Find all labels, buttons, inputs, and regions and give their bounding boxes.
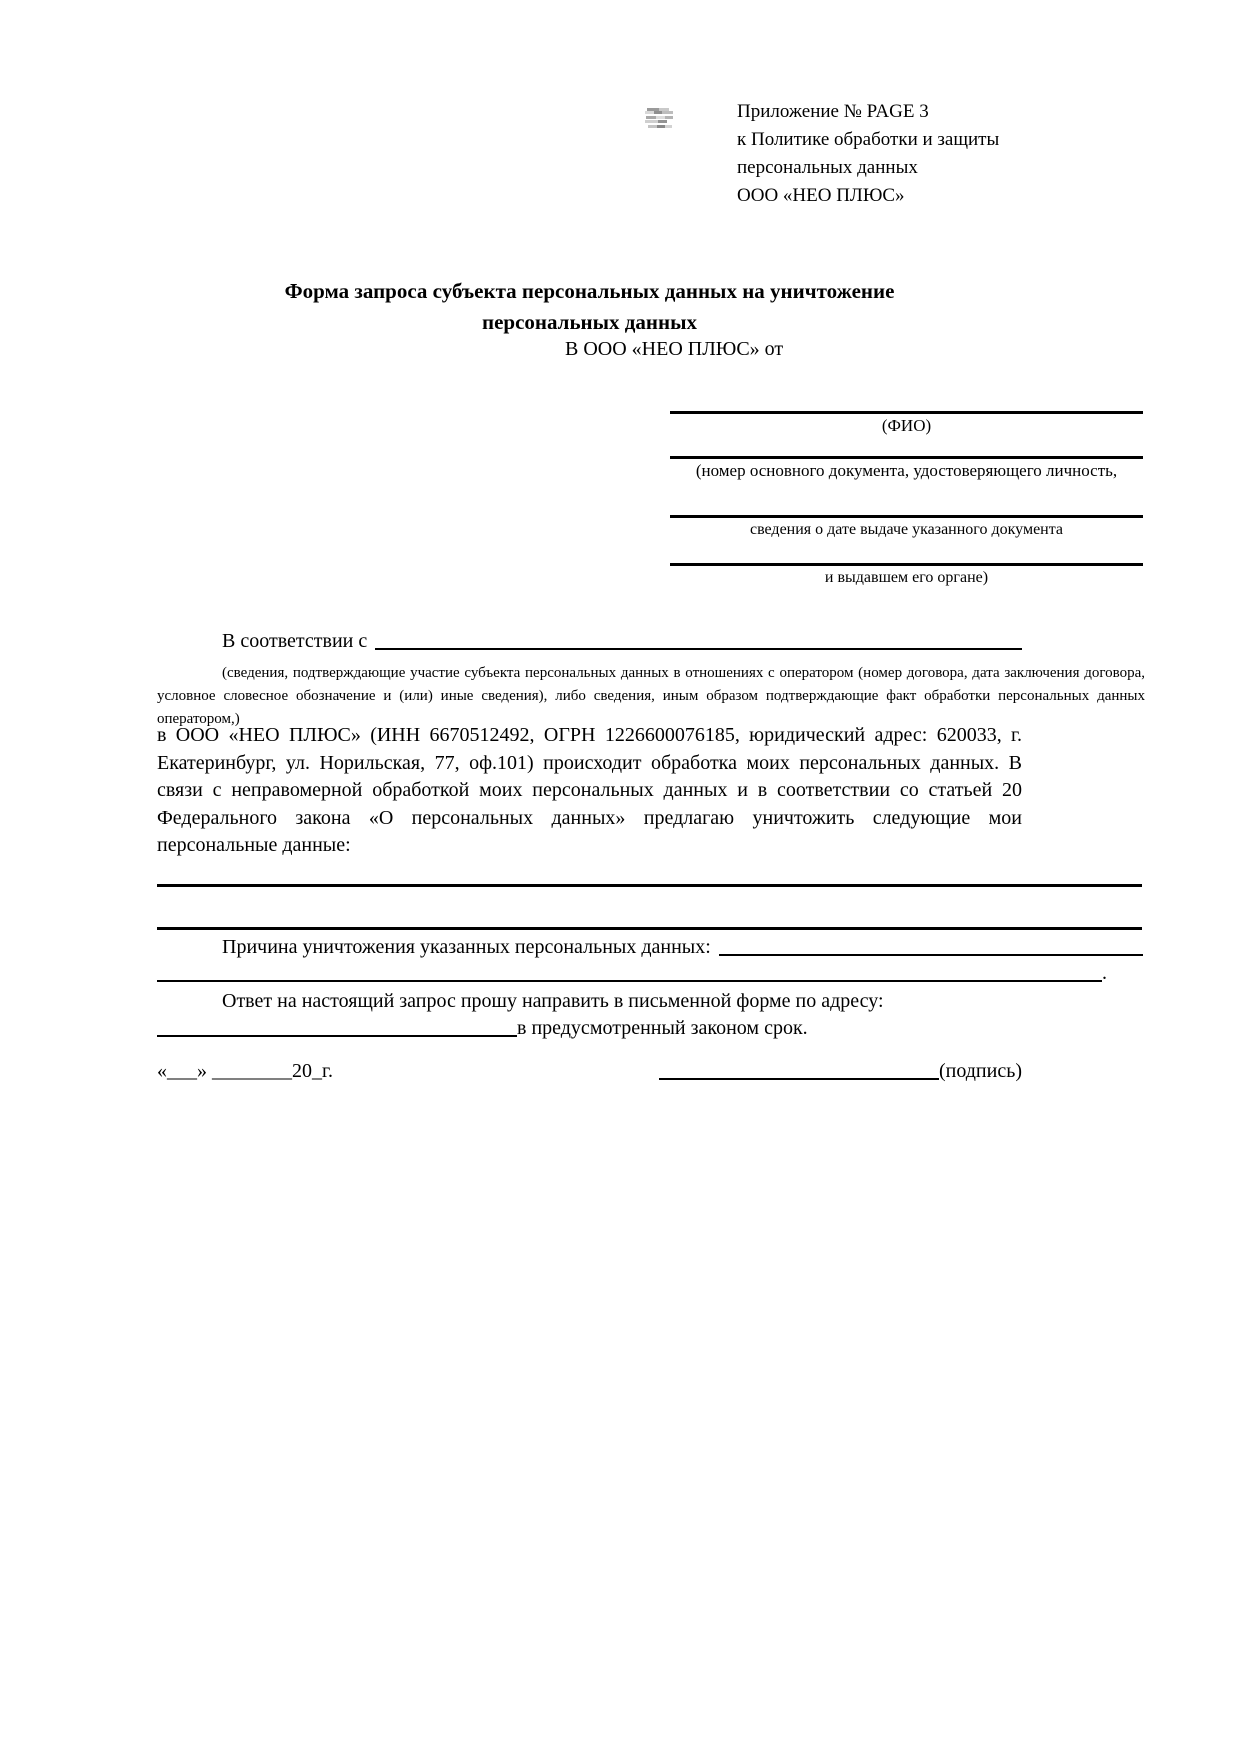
page-title-line2: персональных данных (481, 310, 698, 334)
addressee-line: В ООО «НЕО ПЛЮС» от (565, 338, 784, 360)
accordance-lead: В соответствии с (222, 630, 368, 652)
accordance-row (157, 630, 1022, 653)
page-title (157, 276, 1022, 338)
reason-row (157, 936, 1143, 959)
signature-caption: (подпись) (938, 1060, 1022, 1082)
accordance-blank-line (375, 648, 1022, 650)
response-request-line1: Ответ на настоящий запрос прошу направить в письменной форме по адресу: (222, 990, 884, 1012)
data-to-destroy-line-1 (157, 884, 1142, 887)
appendix-header-line: к Политике обработки и защиты (737, 129, 1000, 150)
doc-issuer-field-line (670, 563, 1143, 566)
doc-issue-date-caption: сведения о дате выдаче указанного документа (749, 521, 1064, 538)
pixelated-image-artifact-icon (645, 108, 673, 130)
accordance-note: (сведения, подтверждающие участие субъекта персональных данных в отношениях с оператором (номер договора, дата заключения договора, условное словесное обозначение и (или) иные сведения), либо сведения, иным образом подтверждающие факт обработки персональных данных оператором,) (157, 665, 1145, 727)
signature-group (659, 1060, 1022, 1083)
reason-continuation-row (157, 962, 1107, 985)
appendix-header-line: персональных данных (737, 157, 918, 178)
doc-number-field-line (670, 456, 1143, 459)
data-to-destroy-line-2 (157, 927, 1142, 930)
reason-label: Причина уничтожения указанных персональных данных: (222, 936, 711, 958)
doc-issuer-caption: и выдавшем его органе) (824, 569, 989, 586)
date-blank-line: «___» ________20_г. (157, 1060, 333, 1082)
response-request-line2 (157, 1017, 1022, 1040)
signature-blank-line (659, 1078, 939, 1080)
reason-blank-line-2 (157, 980, 1102, 982)
doc-number-caption: (номер основного документа, удостоверяющего личность, (695, 461, 1118, 480)
appendix-header (737, 98, 1157, 210)
reason-blank-line (719, 954, 1143, 956)
page-title-line1: Форма запроса субъекта персональных данных на уничтожение (284, 279, 895, 303)
body-paragraph: в ООО «НЕО ПЛЮС» (ИНН 6670512492, ОГРН 1226600076185, юридический адрес: 620033, г. Екатеринбург, ул. Норильская, 77, оф.101) происходит обработка моих персональных данных. В связи с неправомерной обработкой моих персональных данных и в соответствии со статьей 20 Федерального закона «О персональных данных» предлагаю уничтожить следующие мои персональные данные: (157, 724, 1022, 856)
date-signature-row (157, 1060, 1022, 1083)
fio-caption: (ФИО) (881, 416, 932, 435)
response-request-suffix: в предусмотренный законом срок. (517, 1017, 808, 1039)
sentence-period: . (1102, 962, 1107, 984)
fio-field-line (670, 411, 1143, 414)
doc-issue-date-field-line (670, 515, 1143, 518)
address-blank-line (157, 1035, 517, 1037)
appendix-header-line: Приложение № PAGE 3 (737, 101, 929, 122)
appendix-header-line: ООО «НЕО ПЛЮС» (737, 185, 905, 206)
